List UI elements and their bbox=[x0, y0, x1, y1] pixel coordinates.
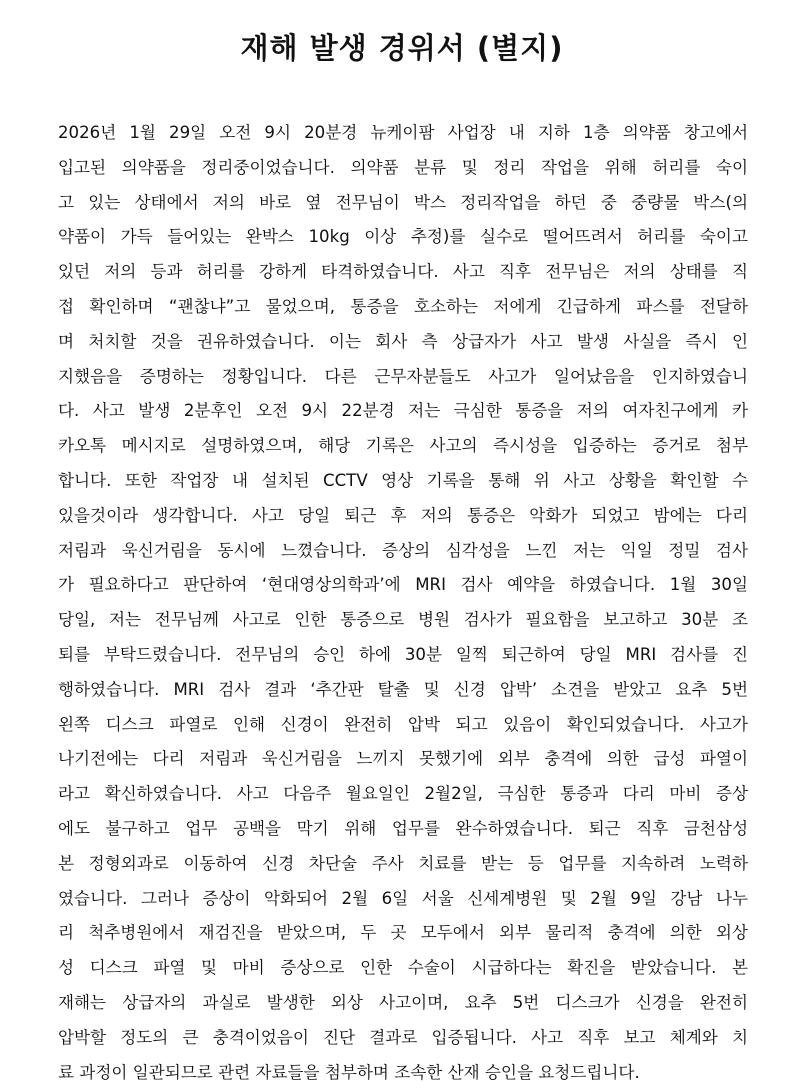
body-text-line: 다. 사고 발생 2분후인 오전 9시 22분경 저는 극심한 통증을 저의 여자친구에게 카 bbox=[58, 401, 748, 421]
body-text-line: 료 과정이 일관되므로 관련 자료들을 첨부하며 조속한 산재 승인을 요청드립니다. bbox=[58, 1062, 640, 1082]
body-text-line: 에도 불구하고 업무 공백을 막기 위해 업무를 완수하였습니다. 퇴근 직후 금천삼성 bbox=[58, 818, 748, 838]
body-text-line: 합니다. 또한 작업장 내 설치된 CCTV 영상 기록을 통해 위 사고 상황을 확인할 수 bbox=[58, 470, 748, 490]
body-text-line: 2026년 1월 29일 오전 9시 20분경 뉴케이팜 사업장 내 지하 1층 의약품 창고에서 bbox=[58, 123, 748, 142]
body-text-line: 약품이 가득 들어있는 완박스 10kg 이상 추정)를 실수로 떨어뜨려서 허리를 숙이고 bbox=[58, 227, 748, 247]
body-text-line: 압박할 정도의 큰 충격이었음이 진단 결과로 입증됩니다. 사고 직후 보고 체계와 치 bbox=[58, 1027, 748, 1047]
body-text-line: 성 디스크 파열 및 마비 증상으로 인한 수술이 시급하다는 확진을 받았습니다. 본 bbox=[58, 958, 748, 978]
body-text-line: 지했음을 증명하는 정황입니다. 다른 근무자분들도 사고가 일어났음을 인지하였습니 bbox=[58, 366, 748, 386]
body-text-line: 며 처치할 것을 권유하였습니다. 이는 회사 측 상급자가 사고 발생 사실을 즉시 인 bbox=[58, 331, 748, 351]
body-text-line: 재해는 상급자의 과실로 발생한 외상 사고이며, 요추 5번 디스크가 신경을 완전히 bbox=[58, 992, 748, 1012]
document-title: 재해 발생 경위서 (별지) bbox=[240, 31, 564, 65]
body-text-line: 접 확인하며 “괜찮냐”고 물었으며, 통증을 호소하는 저에게 긴급하게 파스를 전달하 bbox=[58, 296, 748, 316]
body-text-line: 저림과 욱신거림을 동시에 느꼈습니다. 증상의 심각성을 느낀 저는 익일 정밀 검사 bbox=[58, 540, 748, 560]
body-text-line: 가 필요하다고 판단하여 ‘현대영상의학과’에 MRI 검사 예약을 하였습니다. 1월 30일 bbox=[58, 575, 748, 595]
document-body bbox=[58, 116, 748, 1090]
body-text-line: 행하였습니다. MRI 검사 결과 ‘추간판 탈출 및 신경 압박’ 소견을 받았고 요추 5번 bbox=[58, 679, 748, 699]
body-text-line: 였습니다. 그러나 증상이 악화되어 2월 6일 서울 신세계병원 및 2월 9일 강남 나누 bbox=[58, 888, 748, 908]
body-text-line: 고 있는 상태에서 저의 바로 옆 전무님이 박스 정리작업을 하던 중 중량물 박스(의 bbox=[58, 192, 748, 212]
body-text-line: 카오톡 메시지로 설명하였으며, 해당 기록은 사고의 즉시성을 입증하는 증거로 첨부 bbox=[58, 436, 748, 456]
body-text-line: 퇴를 부탁드렸습니다. 전무님의 승인 하에 30분 일찍 퇴근하여 당일 MRI 검사를 진 bbox=[58, 644, 748, 664]
body-text-line: 왼쪽 디스크 파열로 인해 신경이 완전히 압박 되고 있음이 확인되었습니다. 사고가 bbox=[58, 714, 748, 734]
body-text-line: 입고된 의약품을 정리중이었습니다. 의약품 분류 및 정리 작업을 위해 허리를 숙이 bbox=[58, 157, 748, 177]
body-text-line: 리 척추병원에서 재검진을 받았으며, 두 곳 모두에서 외부 물리적 충격에 의한 외상 bbox=[58, 923, 748, 943]
body-text-line: 있을것이라 생각합니다. 사고 당일 퇴근 후 저의 통증은 악화가 되었고 밤에는 다리 bbox=[58, 505, 748, 525]
body-text-line: 당일, 저는 전무님께 사고로 인한 통증으로 병원 검사가 필요함을 보고하고 30분 조 bbox=[58, 610, 748, 630]
body-text-line: 나기전에는 다리 저림과 욱신거림을 느끼지 못했기에 외부 충격에 의한 급성 파열이 bbox=[58, 749, 748, 769]
body-text-line: 라고 확신하였습니다. 사고 다음주 월요일인 2월2일, 극심한 통증과 다리 마비 증상 bbox=[58, 784, 748, 804]
body-text-line: 본 정형외과로 이동하여 신경 차단술 주사 치료를 받는 등 업무를 지속하려 노력하 bbox=[58, 853, 748, 873]
body-text-line: 있던 저의 등과 허리를 강하게 타격하였습니다. 사고 직후 전무님은 저의 상태를 직 bbox=[58, 262, 748, 282]
